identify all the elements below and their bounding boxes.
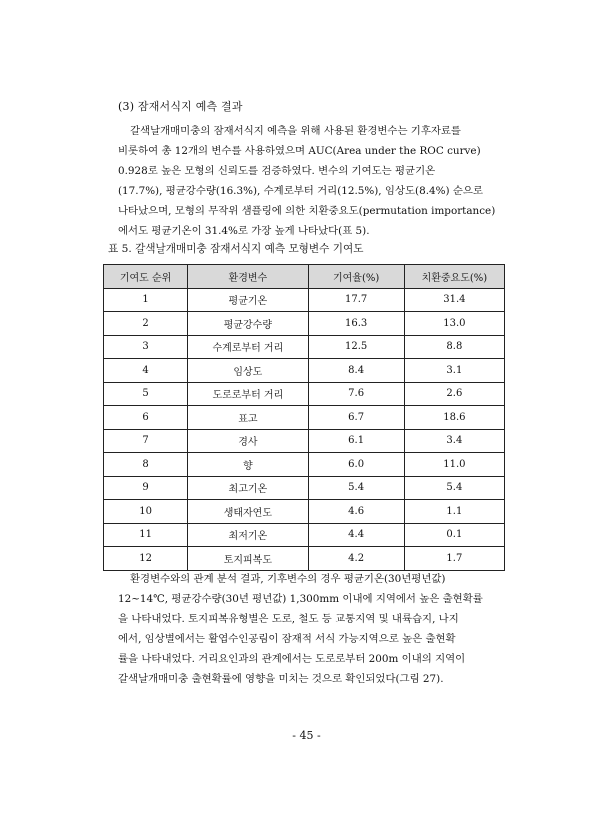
cell-rank: 12 [104, 547, 188, 571]
paragraph-line: (17.7%), 평균강수량(16.3%), 수계로부터 거리(12.5%), 임상도(8.4%) 순으로 [118, 185, 483, 197]
cell-variable: 최저기온 [188, 523, 308, 547]
cell-permutation: 2.6 [404, 382, 504, 406]
cell-variable: 향 [188, 453, 308, 477]
paragraph-line: 0.928로 높은 모형의 신뢰도를 검증하였다. 변수의 기여도는 평균기온 [118, 165, 436, 177]
table-row [104, 476, 505, 500]
table-row [104, 335, 505, 359]
paragraph-line: 률을 나타내었다. 거리요인과의 관계에서는 도로로부터 200m 이내의 지역이 [118, 653, 466, 665]
cell-variable: 평균기온 [188, 288, 308, 312]
cell-rank: 3 [104, 335, 188, 359]
cell-contribution: 4.4 [308, 523, 404, 547]
cell-rank: 11 [104, 523, 188, 547]
paragraph-analysis [118, 569, 513, 689]
paragraph-line: 갈색날개매미충 출현확률에 영향을 미치는 것으로 확인되었다(그림 27). [118, 673, 444, 685]
cell-variable: 표고 [188, 406, 308, 430]
cell-permutation: 0.1 [404, 523, 504, 547]
cell-contribution: 6.7 [308, 406, 404, 430]
cell-permutation: 3.4 [404, 429, 504, 453]
cell-rank: 8 [104, 453, 188, 477]
cell-permutation: 18.6 [404, 406, 504, 430]
cell-rank: 9 [104, 476, 188, 500]
table-row [104, 547, 505, 571]
cell-permutation: 3.1 [404, 359, 504, 383]
cell-permutation: 5.4 [404, 476, 504, 500]
cell-contribution: 5.4 [308, 476, 404, 500]
cell-variable: 토지피복도 [188, 547, 308, 571]
paragraph-line: 에서도 평균기온이 31.4%로 가장 높게 나타났다(표 5). [118, 225, 370, 237]
paragraph-line: 갈색날개매미충의 잠재서식지 예측을 위해 사용된 환경변수는 기후자료를 [130, 125, 461, 137]
cell-permutation: 1.7 [404, 547, 504, 571]
cell-variable: 도로로부터 거리 [188, 382, 308, 406]
contribution-table [103, 264, 505, 571]
cell-permutation: 1.1 [404, 500, 504, 524]
header-contribution: 기여율(%) [308, 265, 404, 289]
cell-permutation: 13.0 [404, 312, 504, 336]
cell-rank: 6 [104, 406, 188, 430]
paragraph-results [118, 121, 513, 241]
cell-variable: 임상도 [188, 359, 308, 383]
cell-contribution: 16.3 [308, 312, 404, 336]
cell-rank: 10 [104, 500, 188, 524]
header-permutation: 치환중요도(%) [404, 265, 504, 289]
table-row [104, 523, 505, 547]
cell-contribution: 6.0 [308, 453, 404, 477]
cell-variable: 평균강수량 [188, 312, 308, 336]
header-rank: 기여도 순위 [104, 265, 188, 289]
paragraph-line: 에서, 임상별에서는 활엽수인공림이 잠재적 서식 가능지역으로 높은 출현확 [118, 633, 456, 645]
cell-variable: 수계로부터 거리 [188, 335, 308, 359]
cell-contribution: 8.4 [308, 359, 404, 383]
cell-variable: 생태자연도 [188, 500, 308, 524]
table-row [104, 312, 505, 336]
table-row [104, 382, 505, 406]
table-caption: 표 5. 갈색날개매미충 잠재서식지 예측 모형변수 기여도 [108, 243, 364, 255]
cell-rank: 4 [104, 359, 188, 383]
paragraph-line: 12~14℃, 평균강수량(30년 평년값) 1,300mm 이내에 지역에서 높은 출현확률 [118, 593, 483, 605]
cell-contribution: 4.2 [308, 547, 404, 571]
table-row [104, 453, 505, 477]
cell-permutation: 8.8 [404, 335, 504, 359]
cell-contribution: 7.6 [308, 382, 404, 406]
cell-variable: 경사 [188, 429, 308, 453]
paragraph-line: 을 나타내었다. 토지피복유형별은 도로, 철도 등 교통지역 및 내륙습지, 나지 [118, 613, 459, 625]
cell-rank: 5 [104, 382, 188, 406]
cell-permutation: 31.4 [404, 288, 504, 312]
cell-contribution: 4.6 [308, 500, 404, 524]
table-row [104, 429, 505, 453]
table-row [104, 288, 505, 312]
cell-rank: 2 [104, 312, 188, 336]
table-row [104, 500, 505, 524]
page-number: - 45 - [292, 729, 321, 742]
cell-contribution: 12.5 [308, 335, 404, 359]
cell-rank: 7 [104, 429, 188, 453]
table-header-row [104, 265, 505, 289]
table-row [104, 406, 505, 430]
paragraph-line: 나타났으며, 모형의 무작위 샘플링에 의한 치환중요도(permutation importance) [118, 205, 496, 217]
cell-contribution: 17.7 [308, 288, 404, 312]
cell-permutation: 11.0 [404, 453, 504, 477]
paragraph-line: 비롯하여 총 12개의 변수를 사용하였으며 AUC(Area under the ROC curve) [118, 145, 481, 157]
section-title: (3) 잠재서식지 예측 결과 [118, 100, 243, 113]
cell-rank: 1 [104, 288, 188, 312]
header-variable: 환경변수 [188, 265, 308, 289]
table-row [104, 359, 505, 383]
cell-contribution: 6.1 [308, 429, 404, 453]
cell-variable: 최고기온 [188, 476, 308, 500]
paragraph-line: 환경변수와의 관계 분석 결과, 기후변수의 경우 평균기온(30년평년값) [130, 573, 446, 585]
